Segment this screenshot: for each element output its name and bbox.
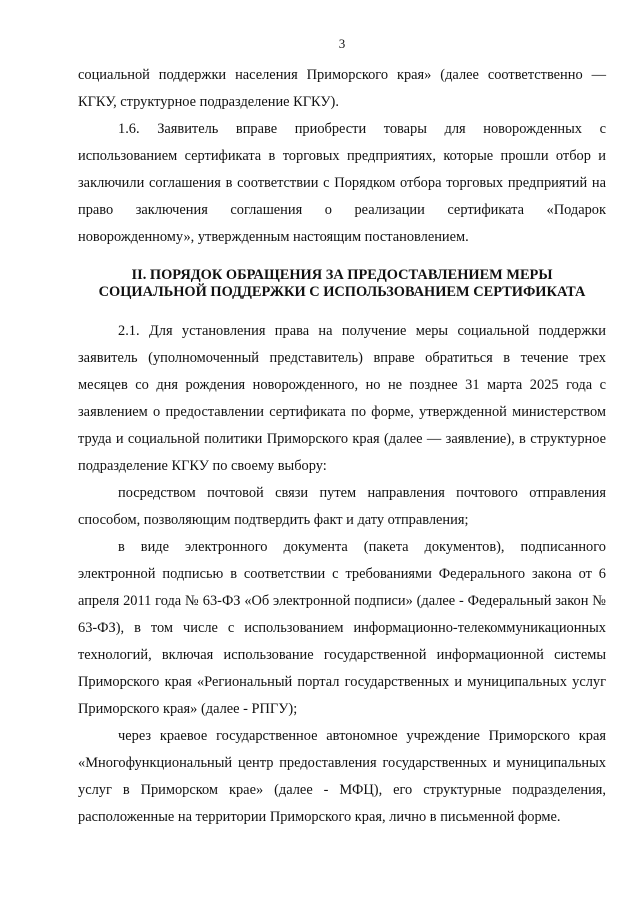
paragraph-postal: посредством почтовой связи путем направления почтового отправления способом, позволяющим подтвердить факт и дату отправления; xyxy=(78,485,606,528)
paragraph-2-1: 2.1. Для установления права на получение меры социальной поддержки заявитель (уполномоченный представитель) вправе обратиться в течение трех месяцев со дня рождения новорожденного, но не позднее 31 марта 2025 года с заявлением о предоставлении сертификата по форме, утвержденной министерством труда и социальной политики Приморского края (далее — заявление), в структурное подразделение КГКУ по своему выбору: xyxy=(78,323,606,474)
paragraph-mfc: через краевое государственное автономное учреждение Приморского края «Многофункциональный центр предоставления государственных и муниципальных услуг в Приморском крае» (далее - МФЦ), его структурные подразделения, расположенные на территории Приморского края, лично в письменной форме. xyxy=(78,728,606,825)
page-number: 3 xyxy=(338,36,346,51)
paragraph-electronic: в виде электронного документа (пакета документов), подписанного электронной подписью в соответствии с требованиями Федерального закона от 6 апреля 2011 года № 63-ФЗ «Об электронной подписи» (далее - Федеральный закон № 63-ФЗ), в том числе с использованием информационно-телекоммуникационных технологий, включая использование государственной информационной системы Приморского края «Региональный портал государственных и муниципальных услуг Приморского края» (далее - РПГУ); xyxy=(78,539,606,717)
paragraph-continuation: социальной поддержки населения Приморского края» (далее соответственно — КГКУ, структурное подразделение КГКУ). xyxy=(78,67,606,110)
paragraph-1-6: 1.6. Заявитель вправе приобрести товары для новорожденных с использованием сертификата в торговых предприятиях, которые прошли отбор и заключили соглашения в соответствии с Порядком отбора торговых предприятий на право заключения соглашения о реализации сертификата «Подарок новорожденному», утвержденным настоящим постановлением. xyxy=(78,121,606,245)
section-title: II. ПОРЯДОК ОБРАЩЕНИЯ ЗА ПРЕДОСТАВЛЕНИЕМ МЕРЫ СОЦИАЛЬНОЙ ПОДДЕРЖКИ С ИСПОЛЬЗОВАНИЕМ СЕРТИФИКАТА xyxy=(98,267,586,300)
